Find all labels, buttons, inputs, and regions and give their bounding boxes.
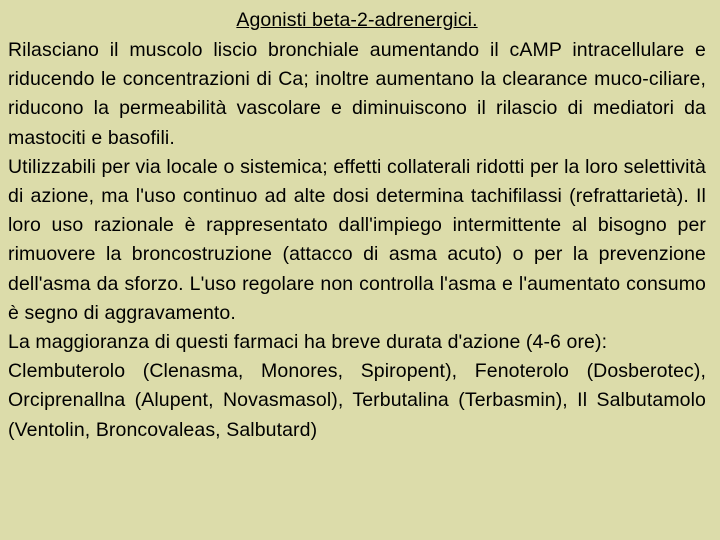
paragraph-drug-list: Clembuterolo (Clenasma, Monores, Spiropent), Fenoterolo (Dosberotec), Orciprenallna (Alupent, Novasmasol), Terbutalina (Terbasmin), Il Salbutamolo (Ventolin, Broncovaleas, Salbutard) (8, 360, 706, 441)
paragraph-usage: Utilizzabili per via locale o sistemica; effetti collaterali ridotti per la loro selettività di azione, ma l'uso continuo ad alte dosi determina tachifilassi (refrattarietà). Il loro uso razionale è rappresentato dall'impiego intermittente al bisogno per rimuovere la broncostruzione (attacco di asma acuto) o per la prevenzione dell'asma da sforzo. L'uso regolare non controlla l'asma e l'aumentato consumo è segno di aggravamento. (8, 155, 706, 324)
paragraph-duration: La maggioranza di questi farmaci ha breve durata d'azione (4-6 ore): (8, 331, 608, 354)
paragraph-mechanism: Rilasciano il muscolo liscio bronchiale aumentando il cAMP intracellulare e riducendo le concentrazioni di Ca; inoltre aumentano la clearance muco-ciliare, riducono la permeabilità vascolare e diminuiscono il rilascio di mediatori da mastociti e basofili. (8, 39, 706, 149)
slide-title: Agonisti beta-2-adrenergici. (236, 9, 478, 31)
